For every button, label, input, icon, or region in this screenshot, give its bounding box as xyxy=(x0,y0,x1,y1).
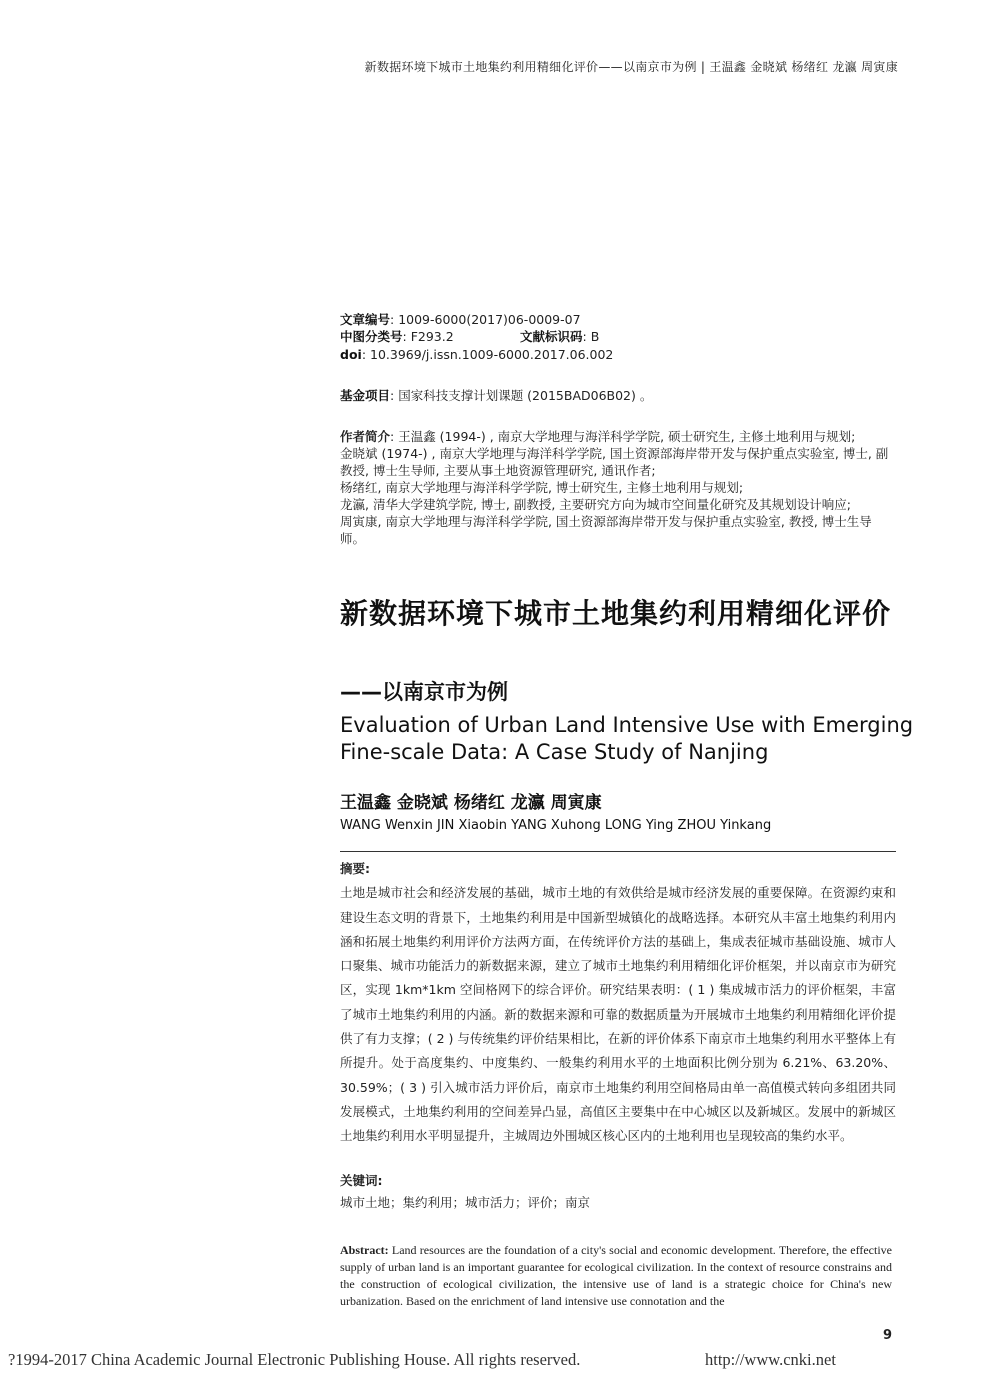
abstract-english xyxy=(340,1242,892,1310)
abstract-chinese xyxy=(340,857,896,1149)
footer-url[interactable]: http://www.cnki.net xyxy=(705,1350,836,1369)
footer xyxy=(8,1350,998,1370)
author-note-4: 龙瀛, 清华大学建筑学院, 博士, 副教授, 主要研究方向为城市空间量化研究及其规划设计响应; xyxy=(340,497,852,512)
author-note-2: 金晓斌 (1974-) , 南京大学地理与海洋科学学院, 国土资源部海岸带开发与保护重点实验室, 博士, 副教授, 博士生导师, 主要从事土地资源管理研究, 通讯作者; xyxy=(340,446,889,478)
document-code-label: 文献标识码 xyxy=(520,329,583,344)
section-divider xyxy=(340,851,896,852)
document-code xyxy=(520,328,599,345)
clc-label: 中图分类号 xyxy=(340,329,403,344)
abstract-english-label: Abstract: xyxy=(340,1243,389,1257)
keywords-text: 城市土地；集约利用；城市活力；评价；南京 xyxy=(340,1195,591,1210)
running-header: 新数据环境下城市土地集约利用精细化评价——以南京市为例 | 王温鑫 金晓斌 杨绪红 龙瀛 周寅康 xyxy=(364,60,898,74)
classification-line xyxy=(340,328,454,345)
document-code-value: : B xyxy=(582,329,600,344)
fund-value: : 国家科技支撑计划课题 (2015BAD06B02) 。 xyxy=(390,388,653,403)
author-note-5: 周寅康, 南京大学地理与海洋科学学院, 国土资源部海岸带开发与保护重点实验室, 教授, 博士生导师。 xyxy=(340,514,872,546)
clc-value: : F293.2 xyxy=(402,329,454,344)
author-note-1 xyxy=(340,428,896,445)
article-number-label: 文章编号 xyxy=(340,312,391,327)
authors-chinese: 王温鑫 金晓斌 杨绪红 龙瀛 周寅康 xyxy=(340,793,602,813)
article-number xyxy=(340,311,581,328)
abstract-chinese-label: 摘要: xyxy=(340,861,370,876)
author-note-3: 杨绪红, 南京大学地理与海洋科学学院, 博士研究生, 主修土地利用与规划; xyxy=(340,480,744,495)
abstract-chinese-text: 土地是城市社会和经济发展的基础，城市土地的有效供给是城市经济发展的重要保障。在资源约束和建设生态文明的背景下，土地集约利用是中国新型城镇化的战略选择。本研究从丰富土地集约利用内涵和拓展土地集约利用评价方法两方面，在传统评价方法的基础上，集成表征城市基础设施、城市人口聚集、城市功能活力的新数据来源，建立了城市土地集约利用精细化评价框架，并以南京市为研究区，实现 1km*1km 空间格网下的综合评价。研究结果表明：( 1 ) 集成城市活力的评价框架，丰富了城市土地集约利用的内涵。新的数据来源和可靠的数据质量为开展城市土地集约利用精细化评价提供了有力支撑；( 2 ) 与传统集约评价结果相比，在新的评价体系下南京市土地集约利用水平整体上有所提升。处于高度集约、中度集约、一般集约利用水平的土地面积比例分别为 6.21%、63.20%、30.59%；( 3 ) 引入城市活力评价后，南京市土地集约利用空间格局由单一高值模式转向多组团共同发展模式，土地集约利用的空间差异凸显，高值区主要集中在中心城区以及新城区。发展中的新城区土地集约利用水平明显提升，主城周边外围城区核心区内的土地利用也呈现较高的集约水平。 xyxy=(340,885,896,1144)
doi xyxy=(340,346,613,363)
doi-label: doi xyxy=(340,347,362,362)
article-number-value: : 1009-6000(2017)06-0009-07 xyxy=(390,312,581,327)
keywords xyxy=(340,1170,896,1214)
authors-english: WANG Wenxin JIN Xiaobin YANG Xuhong LONG Ying ZHOU Yinkang xyxy=(340,818,772,833)
subtitle-chinese: ——以南京市为例 xyxy=(340,680,508,704)
page-number: 9 xyxy=(882,1328,892,1343)
title-chinese: 新数据环境下城市土地集约利用精细化评价 xyxy=(340,597,892,630)
fund-label: 基金项目 xyxy=(340,388,391,403)
author-note-1-text: : 王温鑫 (1994-) , 南京大学地理与海洋科学学院, 硕士研究生, 主修土地利用与规划; xyxy=(390,429,856,444)
doi-value: : 10.3969/j.issn.1009-6000.2017.06.002 xyxy=(361,347,614,362)
abstract-english-text: Land resources are the foundation of a city's social and economic development. Therefore, the effective supply of urban land is an important guarantee for ecological civilization. In the context of resource constrains and the construction of ecological civilization, the intensive use of land is a strategic choice for China's new urbanization. Based on the enrichment of land intensive use connotation and the xyxy=(340,1243,892,1308)
fund-project xyxy=(340,387,652,404)
author-notes xyxy=(340,428,896,547)
footer-copyright: ?1994-2017 China Academic Journal Electronic Publishing House. All rights reserved. xyxy=(8,1350,581,1369)
author-notes-label: 作者简介 xyxy=(340,429,391,444)
title-english: Evaluation of Urban Land Intensive Use with Emerging Fine-scale Data: A Case Study of Nanjing xyxy=(340,713,914,764)
keywords-label: 关键词: xyxy=(340,1173,383,1188)
